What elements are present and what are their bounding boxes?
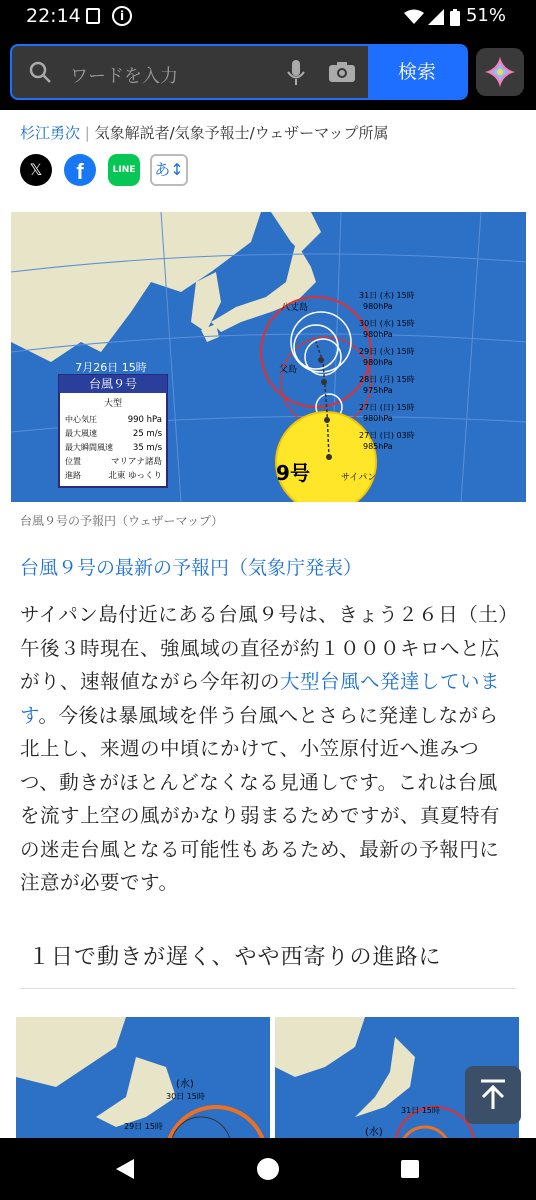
section-heading: １日で動きが遅く、やや西寄りの進路に	[28, 945, 442, 970]
search-input[interactable]	[10, 44, 468, 100]
search-button[interactable]: 検索	[368, 46, 466, 98]
place-chichijima: 父島	[279, 365, 298, 375]
forecast-time: 30日 (水) 15時	[359, 319, 415, 328]
home-icon[interactable]	[256, 1157, 280, 1181]
forecast-pressure: 980hPa	[363, 302, 393, 311]
search-icon	[28, 60, 52, 84]
recents-icon[interactable]	[400, 1159, 420, 1179]
camera-icon[interactable]	[328, 61, 356, 83]
forecast-time: 31日 (木) 15時	[359, 291, 415, 300]
typhoon-forecast-map[interactable]	[11, 212, 526, 502]
image-caption: 台風９号の予報円（ウェザーマップ）	[20, 514, 224, 528]
body-part2: 。今後は暴風域を伴う台風へとさらに発達しながら北上し、来週の中頃にかけて、小笠原付近へ進みつつ、動きがほとんどなくなる見通しです。これは台風を流す上空の風がかなり弱まるためですが、真夏特有の迷走台風となる可能性もあるため、最新の予報円に注意が必要です。	[20, 703, 501, 894]
forecast-time: 27日 (日) 15時	[359, 403, 415, 412]
info-row-label: 最大瞬間風速	[65, 443, 113, 452]
forecast-time: 29日 (火) 15時	[359, 347, 415, 356]
sparkle-icon	[482, 54, 518, 90]
thumb-1-graphic	[16, 1017, 270, 1139]
author-name[interactable]: 杉江勇次	[20, 124, 81, 142]
place-hachijojima: 八丈島	[281, 303, 309, 313]
thumb-1-label-0: (水)	[176, 1079, 194, 1090]
back-icon[interactable]	[114, 1158, 136, 1180]
notification-icon	[86, 8, 100, 24]
search-header	[0, 34, 536, 110]
jma-forecast-link[interactable]: 台風９号の最新の予報円（気象庁発表）	[20, 557, 363, 579]
info-row-value: 北東 ゆっくり	[108, 471, 162, 481]
battery-percent: 51%	[465, 5, 506, 26]
typhoon-number-label: 9号	[276, 461, 310, 485]
typhoon-size: 大型	[103, 399, 123, 409]
share-facebook-button[interactable]: f	[64, 154, 96, 186]
share-x-button[interactable]: 𝕏	[20, 154, 52, 186]
microphone-icon[interactable]	[286, 59, 306, 87]
forecast-pressure: 985hPa	[363, 442, 393, 451]
thumb-1-label-2: 29日 15時	[124, 1122, 163, 1131]
forecast-pressure: 980hPa	[363, 358, 393, 367]
search-placeholder: ワードを入力	[70, 66, 178, 87]
map-graphic	[11, 212, 526, 502]
forecast-pressure: 980hPa	[363, 414, 393, 423]
map-date-label: 7月26日 15時	[75, 361, 147, 374]
font-size-button[interactable]: あ↕	[150, 154, 188, 186]
typhoon-title: 台風９号	[88, 377, 138, 391]
info-row-label: 進路	[65, 471, 81, 480]
author-line: 杉江勇次 | 気象解説者/気象予報士/ウェザーマップ所属	[20, 124, 389, 142]
body-part1: サイパン島付近にある台風９号は、きょう２６日（土）午後３時現在、強風域の直径が約１０００キロへと広がり、速報値ながら今年初の	[20, 603, 509, 693]
ai-assistant-button[interactable]	[476, 48, 524, 96]
wifi-icon	[404, 9, 424, 25]
thumb-2-label-1: (水)	[365, 1127, 383, 1138]
info-row-label: 最大風速	[65, 429, 97, 438]
author-description: 気象解説者/気象予報士/ウェザーマップ所属	[94, 124, 389, 142]
thumbnail-map-1[interactable]	[16, 1017, 270, 1139]
android-nav-bar	[0, 1138, 536, 1200]
info-icon: i	[112, 6, 132, 26]
divider	[20, 988, 516, 989]
info-row-value: 990 hPa	[127, 415, 162, 425]
info-row-value: 25 m/s	[132, 429, 162, 439]
forecast-pressure: 975hPa	[363, 386, 393, 395]
info-row-label: 位置	[65, 457, 81, 466]
body-link[interactable]: 大型台風へ発達しています	[20, 670, 501, 727]
forecast-pressure: 980hPa	[363, 330, 393, 339]
info-row-value: 35 m/s	[132, 443, 162, 453]
share-line-button[interactable]: LINE	[108, 154, 140, 186]
thumb-2-label-0: 31日 15時	[401, 1106, 440, 1115]
article-body	[20, 598, 510, 900]
info-row-value: マリアナ諸島	[110, 457, 162, 467]
forecast-time: 28日 (月) 15時	[359, 375, 415, 384]
signal-icon	[428, 9, 444, 25]
info-row-label: 中心気圧	[65, 415, 97, 424]
thumb-1-label-1: 30日 15時	[166, 1092, 205, 1101]
place-saipan: サイパン	[341, 473, 377, 483]
forecast-time: 27日 (日) 03時	[359, 431, 415, 440]
arrow-up-icon	[479, 1079, 507, 1111]
scroll-to-top-button[interactable]	[465, 1066, 521, 1124]
status-bar	[0, 0, 536, 34]
status-time: 22:14	[26, 5, 81, 27]
battery-icon	[450, 9, 460, 26]
